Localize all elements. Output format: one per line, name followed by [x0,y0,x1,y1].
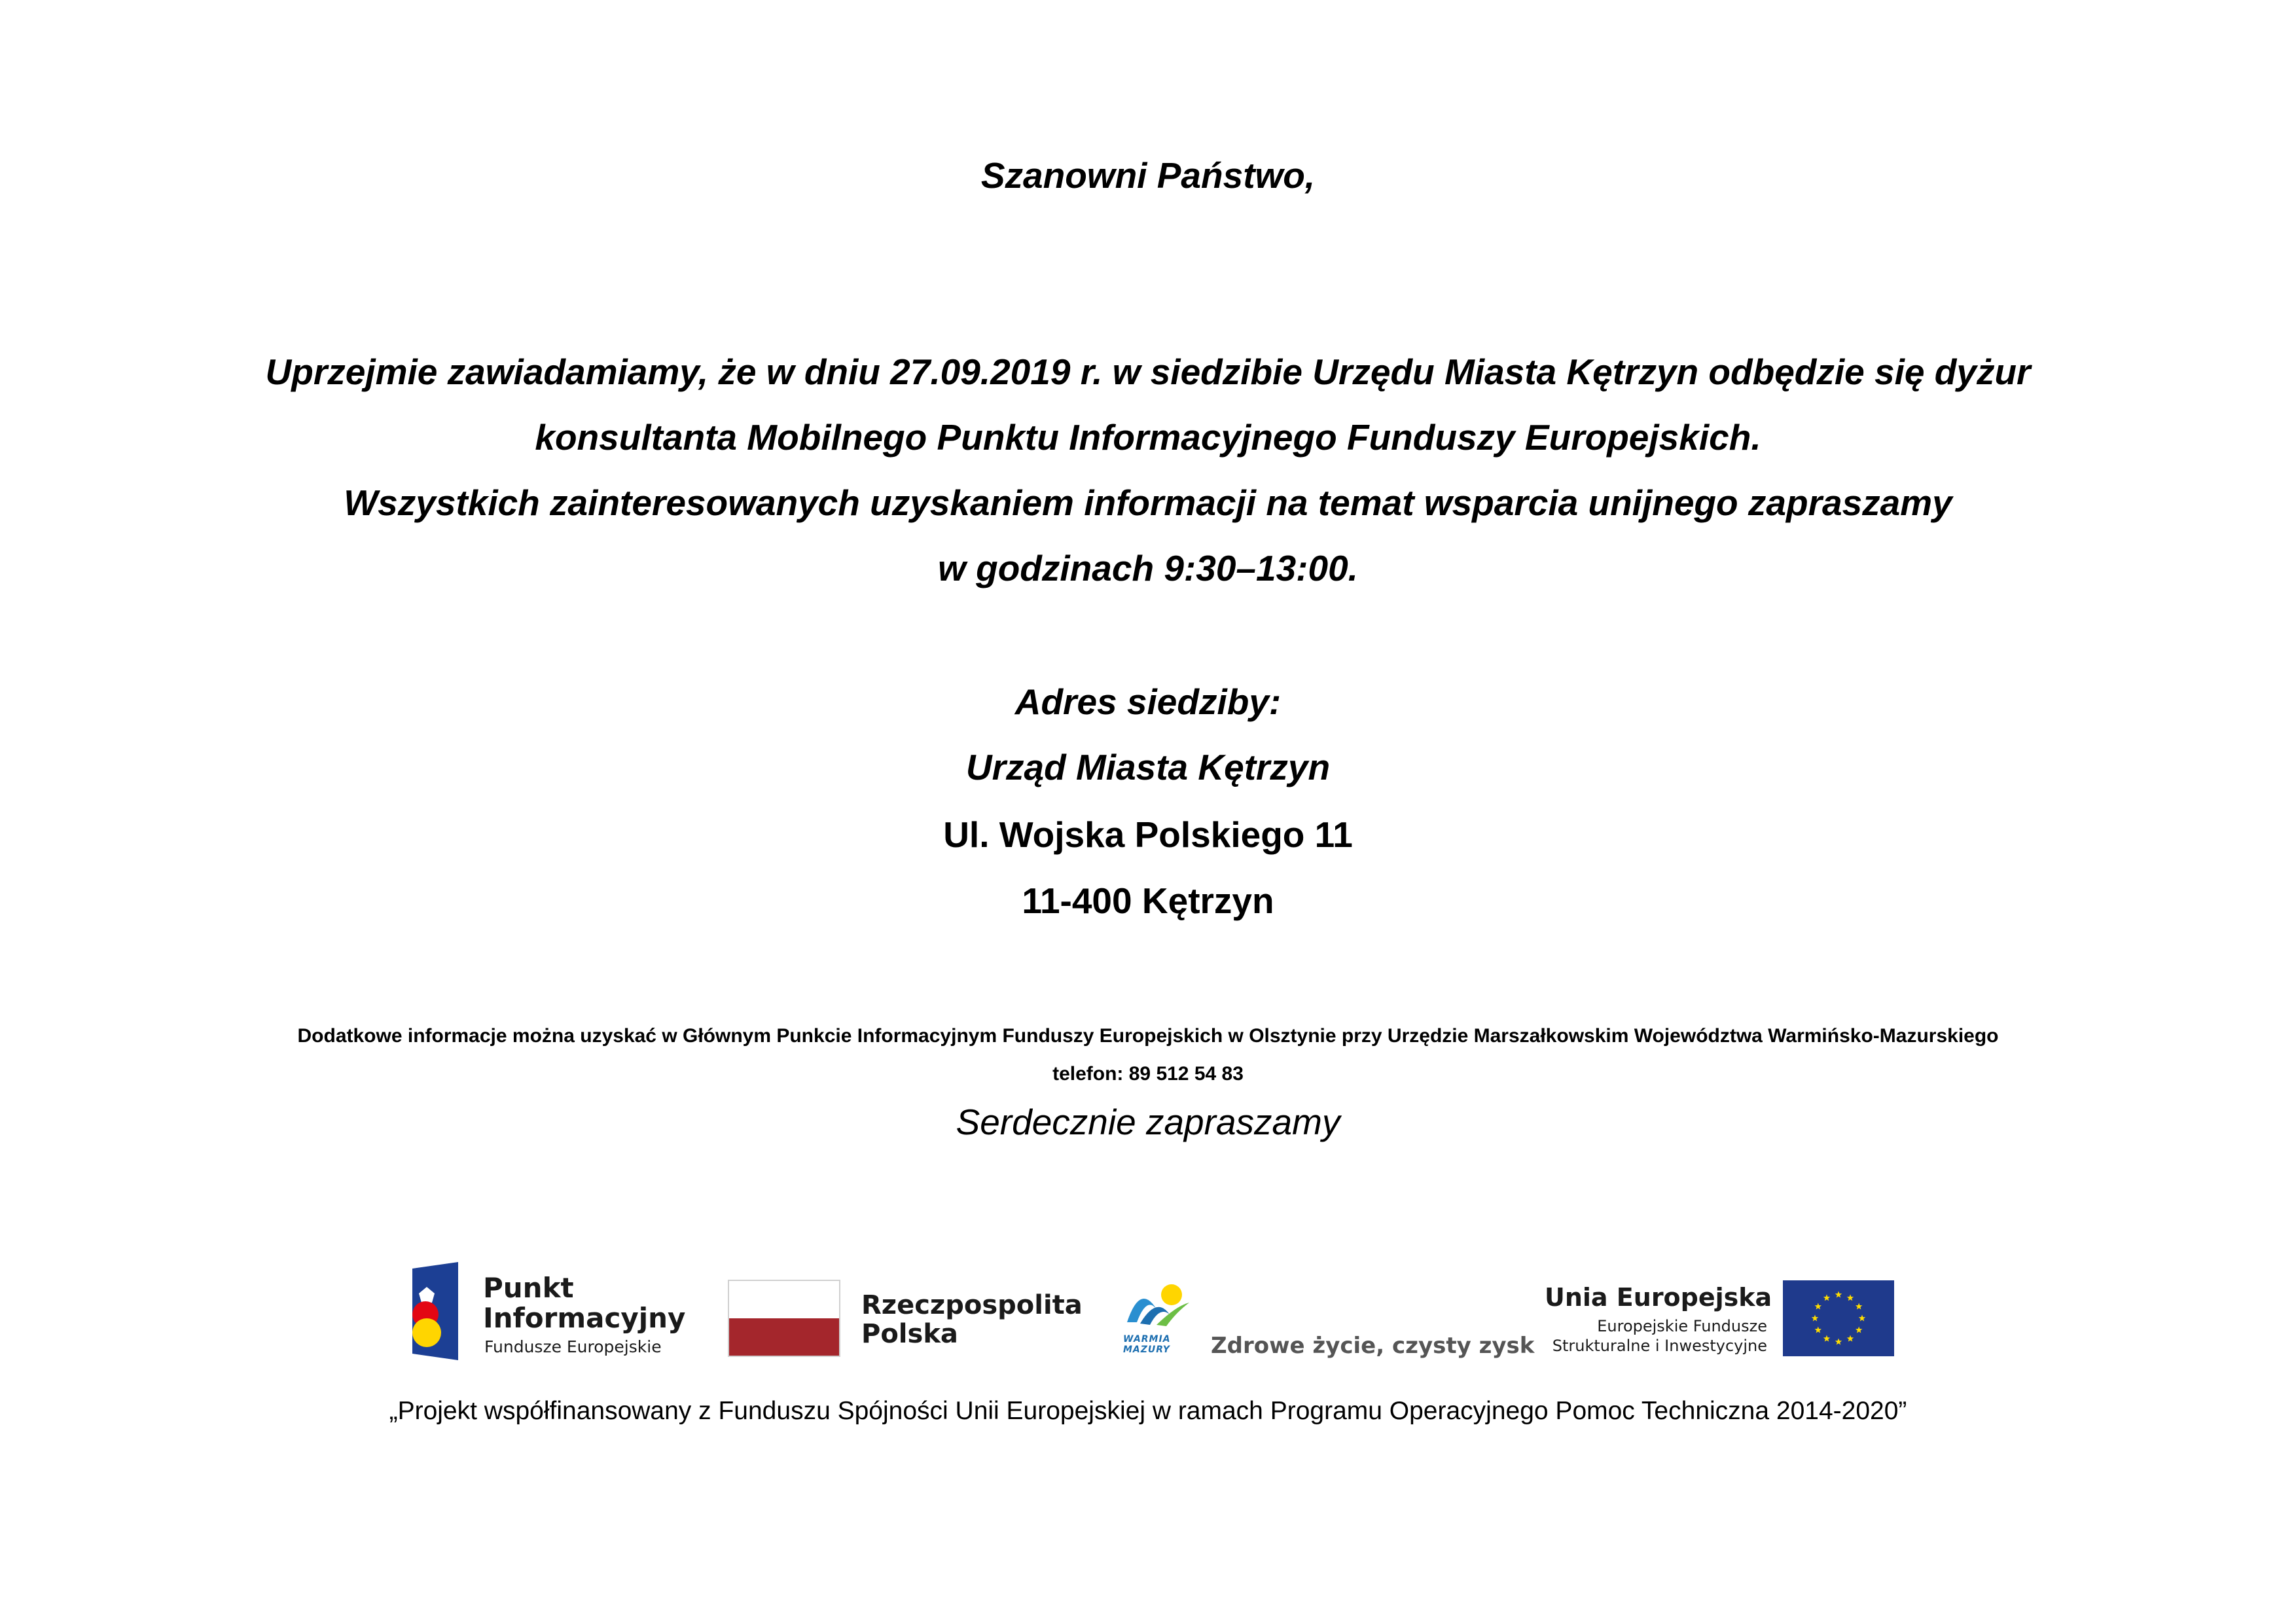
announcement-line-3: Wszystkich zainteresowanych uzyskaniem informacji na temat wsparcia unijnego zapraszamy [344,482,1952,523]
announcement-line-2: konsultanta Mobilnego Punktu Informacyjnego Funduszy Europejskich. [535,417,1761,458]
announcement-line-4: w godzinach 9:30–13:00. [938,548,1358,588]
fundusze-europejskie-logo [412,1262,465,1360]
rp-logo-line-1: Rzeczpospolita [861,1290,1083,1320]
fundusze-europejskie-icon [412,1262,465,1360]
eu-logo-title: Unia Europejska [1545,1283,1772,1312]
warmia-logo-slogan: Zdrowe życie, czysty zysk [1211,1333,1535,1359]
announcement-line-1: Uprzejmie zawiadamiamy, że w dniu 27.09.2019 r. w siedzibie Urzędu Miasta Kętrzyn odbędzie się dyżur [265,352,2031,392]
address-city: 11-400 Kętrzyn [1022,880,1274,921]
warmia-mazury-logo [1121,1276,1193,1335]
footer-note: „Projekt współfinansowany z Funduszu Spójności Unii Europejskiej w ramach Programu Operacyjnego Pomoc Techniczna 2014-2020” [389,1397,1907,1425]
punkt-logo-title-2: Informacyjny [483,1302,686,1334]
eu-logo-line-2: Strukturalne i Inwestycyjne [1552,1337,1767,1355]
closing-text: Serdecznie zapraszamy [956,1102,1340,1142]
address-street: Ul. Wojska Polskiego 11 [943,814,1353,855]
polish-flag-icon [728,1280,840,1357]
rp-logo-line-2: Polska [861,1319,958,1349]
additional-info: Dodatkowe informacje można uzyskać w Głównym Punkcie Informacyjnym Funduszy Europejskich w Olsztynie przy Urzędzie Marszałkowskim Województwa Warmińsko-Mazurskiego [297,1025,1999,1047]
phone-number: telefon: 89 512 54 83 [1052,1063,1244,1085]
warmia-logo-mark: WARMIA MAZURY [1123,1334,1171,1355]
eu-flag-icon [1783,1280,1894,1356]
punkt-logo-subtitle: Fundusze Europejskie [484,1337,662,1356]
greeting: Szanowni Państwo, [980,155,1316,196]
address-heading: Adres siedziby: [1014,681,1282,722]
address-office: Urząd Miasta Kętrzyn [965,747,1331,787]
warmia-mazury-icon [1121,1276,1193,1335]
punkt-logo-title-1: Punkt [483,1272,574,1304]
eu-logo-line-1: Europejskie Fundusze [1597,1317,1767,1335]
